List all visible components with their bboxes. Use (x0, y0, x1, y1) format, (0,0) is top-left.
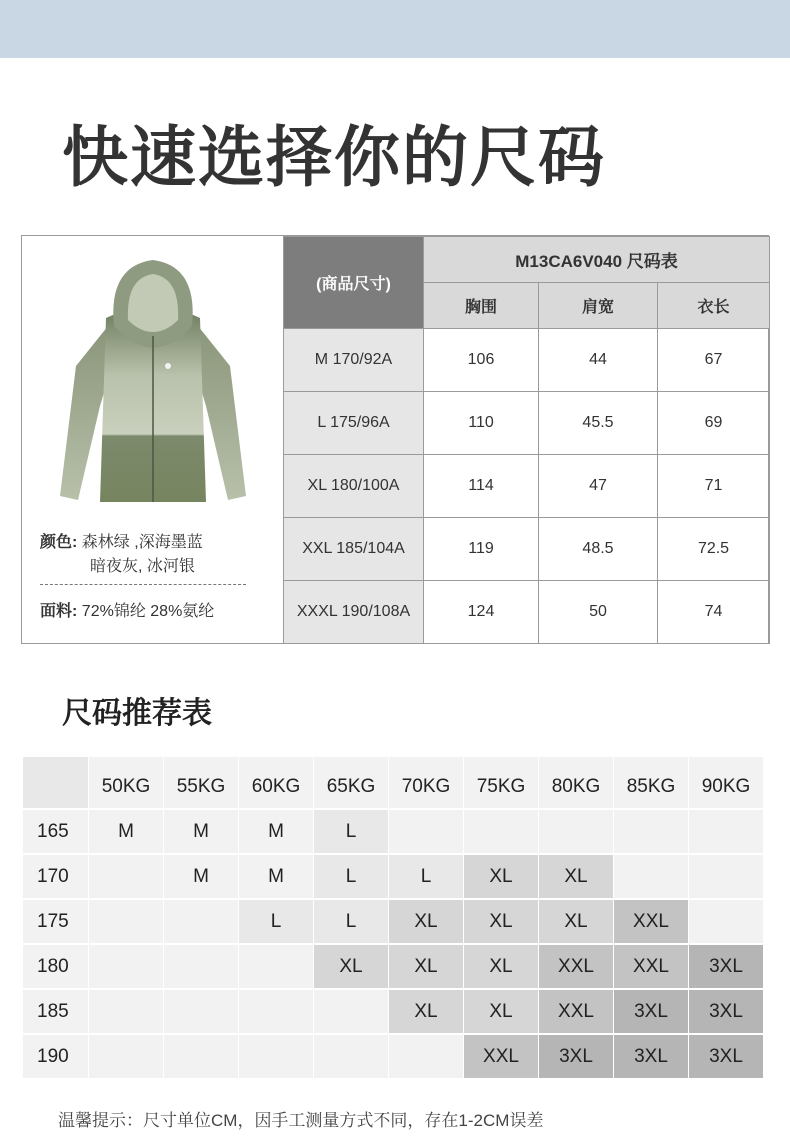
length-value: 74 (658, 581, 770, 644)
recommended-size-cell: M (164, 855, 238, 898)
chest-value: 106 (424, 329, 539, 392)
recommended-size-cell (539, 810, 613, 853)
weight-header: 55KG (164, 757, 238, 808)
weight-header: 85KG (614, 757, 688, 808)
recommended-size-cell: L (314, 900, 388, 943)
chest-value: 119 (424, 518, 539, 581)
weight-header: 75KG (464, 757, 538, 808)
table-row (23, 855, 771, 900)
chest-value: 114 (424, 455, 539, 518)
recommended-size-cell: L (389, 855, 463, 898)
recommended-size-cell: XL (389, 945, 463, 988)
height-label: 180 (23, 945, 88, 988)
size-name: L 175/96A (284, 392, 424, 455)
recommended-size-cell: 3XL (539, 1035, 613, 1078)
height-label: 185 (23, 990, 88, 1033)
recommendation-title: 尺码推荐表 (62, 696, 212, 731)
fabric-info (40, 598, 214, 621)
product-size-section (21, 235, 769, 644)
recommended-size-cell: XL (464, 945, 538, 988)
recommended-size-cell: M (239, 855, 313, 898)
recommended-size-cell: 3XL (689, 990, 763, 1033)
recommended-size-cell (464, 810, 538, 853)
column-header-chest: 胸围 (424, 283, 539, 329)
color-info (40, 531, 280, 579)
recommended-size-cell: 3XL (614, 990, 688, 1033)
size-name: XL 180/100A (284, 455, 424, 518)
color-value-line2: 暗夜灰, 冰河银 (90, 558, 195, 575)
recommended-size-cell: L (314, 855, 388, 898)
weight-header: 50KG (89, 757, 163, 808)
recommended-size-cell: XL (389, 900, 463, 943)
shoulder-value: 48.5 (539, 518, 658, 581)
recommended-size-cell: M (164, 810, 238, 853)
recommended-size-cell (164, 945, 238, 988)
recommended-size-cell: XL (464, 990, 538, 1033)
divider (40, 584, 246, 585)
table-row (284, 518, 770, 581)
chest-value: 124 (424, 581, 539, 644)
recommended-size-cell: XL (539, 900, 613, 943)
recommended-size-cell (314, 1035, 388, 1078)
chest-value: 110 (424, 392, 539, 455)
recommended-size-cell: XXL (614, 900, 688, 943)
recommended-size-cell: 3XL (689, 1035, 763, 1078)
size-chart-table (283, 236, 770, 644)
recommended-size-cell (164, 900, 238, 943)
size-chart-title: M13CA6V040 尺码表 (424, 237, 770, 283)
recommended-size-cell (239, 945, 313, 988)
color-value-line1: 森林绿 ,深海墨蓝 (81, 534, 203, 551)
recommended-size-cell (689, 900, 763, 943)
recommended-size-cell: XXL (539, 990, 613, 1033)
recommended-size-cell: 3XL (689, 945, 763, 988)
recommended-size-cell: XL (539, 855, 613, 898)
weight-header: 90KG (689, 757, 763, 808)
weight-header: 70KG (389, 757, 463, 808)
recommended-size-cell: L (314, 810, 388, 853)
height-label: 165 (23, 810, 88, 853)
weight-header: 80KG (539, 757, 613, 808)
recommended-size-cell (164, 990, 238, 1033)
recommended-size-cell (89, 945, 163, 988)
recommended-size-cell (689, 855, 763, 898)
recommended-size-cell (614, 810, 688, 853)
table-row (23, 945, 771, 990)
height-label: 170 (23, 855, 88, 898)
recommended-size-cell: XXL (539, 945, 613, 988)
recommended-size-cell (239, 1035, 313, 1078)
length-value: 67 (658, 329, 770, 392)
column-header-shoulder: 肩宽 (539, 283, 658, 329)
recommended-size-cell (239, 990, 313, 1033)
recommended-size-cell (89, 900, 163, 943)
height-label: 190 (23, 1035, 88, 1078)
top-banner (0, 0, 790, 58)
shoulder-value: 47 (539, 455, 658, 518)
recommended-size-cell (164, 1035, 238, 1078)
jacket-image (56, 256, 250, 506)
footnote: 温馨提示：尺寸单位CM，因手工测量方式不同，存在1-2CM误差 (58, 1111, 544, 1130)
recommended-size-cell: M (89, 810, 163, 853)
fabric-label: 面料: (40, 603, 78, 620)
shoulder-value: 45.5 (539, 392, 658, 455)
recommended-size-cell: L (239, 900, 313, 943)
recommended-size-cell: 3XL (614, 1035, 688, 1078)
table-row (284, 581, 770, 644)
length-value: 69 (658, 392, 770, 455)
recommended-size-cell: XXL (464, 1035, 538, 1078)
table-row (284, 455, 770, 518)
column-header-length: 衣长 (658, 283, 770, 329)
table-row (284, 329, 770, 392)
recommended-size-cell: XL (464, 900, 538, 943)
corner-cell (23, 757, 88, 808)
height-label: 175 (23, 900, 88, 943)
weight-header: 65KG (314, 757, 388, 808)
product-info-panel (22, 236, 283, 643)
recommended-size-cell (389, 1035, 463, 1078)
table-row (23, 990, 771, 1035)
table-row (23, 810, 771, 855)
recommended-size-cell: XL (314, 945, 388, 988)
shoulder-value: 50 (539, 581, 658, 644)
recommendation-grid (23, 757, 771, 1080)
size-name: XXL 185/104A (284, 518, 424, 581)
length-value: 71 (658, 455, 770, 518)
recommended-size-cell: XXL (614, 945, 688, 988)
recommended-size-cell: M (239, 810, 313, 853)
goods-size-header: (商品尺寸) (284, 237, 424, 329)
recommended-size-cell (89, 1035, 163, 1078)
size-name: XXXL 190/108A (284, 581, 424, 644)
color-label: 颜色: (40, 534, 78, 551)
shoulder-value: 44 (539, 329, 658, 392)
page-title: 快速选择你的尺码 (62, 119, 606, 196)
table-row (23, 900, 771, 945)
length-value: 72.5 (658, 518, 770, 581)
weight-header-row (23, 757, 771, 810)
fabric-value: 72%锦纶 28%氨纶 (81, 603, 215, 620)
table-row (23, 1035, 771, 1080)
recommended-size-cell: XL (389, 990, 463, 1033)
recommended-size-cell (314, 990, 388, 1033)
weight-header: 60KG (239, 757, 313, 808)
recommended-size-cell (689, 810, 763, 853)
recommended-size-cell (89, 855, 163, 898)
table-row (284, 392, 770, 455)
size-name: M 170/92A (284, 329, 424, 392)
recommended-size-cell (389, 810, 463, 853)
recommended-size-cell (89, 990, 163, 1033)
recommended-size-cell (614, 855, 688, 898)
recommended-size-cell: XL (464, 855, 538, 898)
